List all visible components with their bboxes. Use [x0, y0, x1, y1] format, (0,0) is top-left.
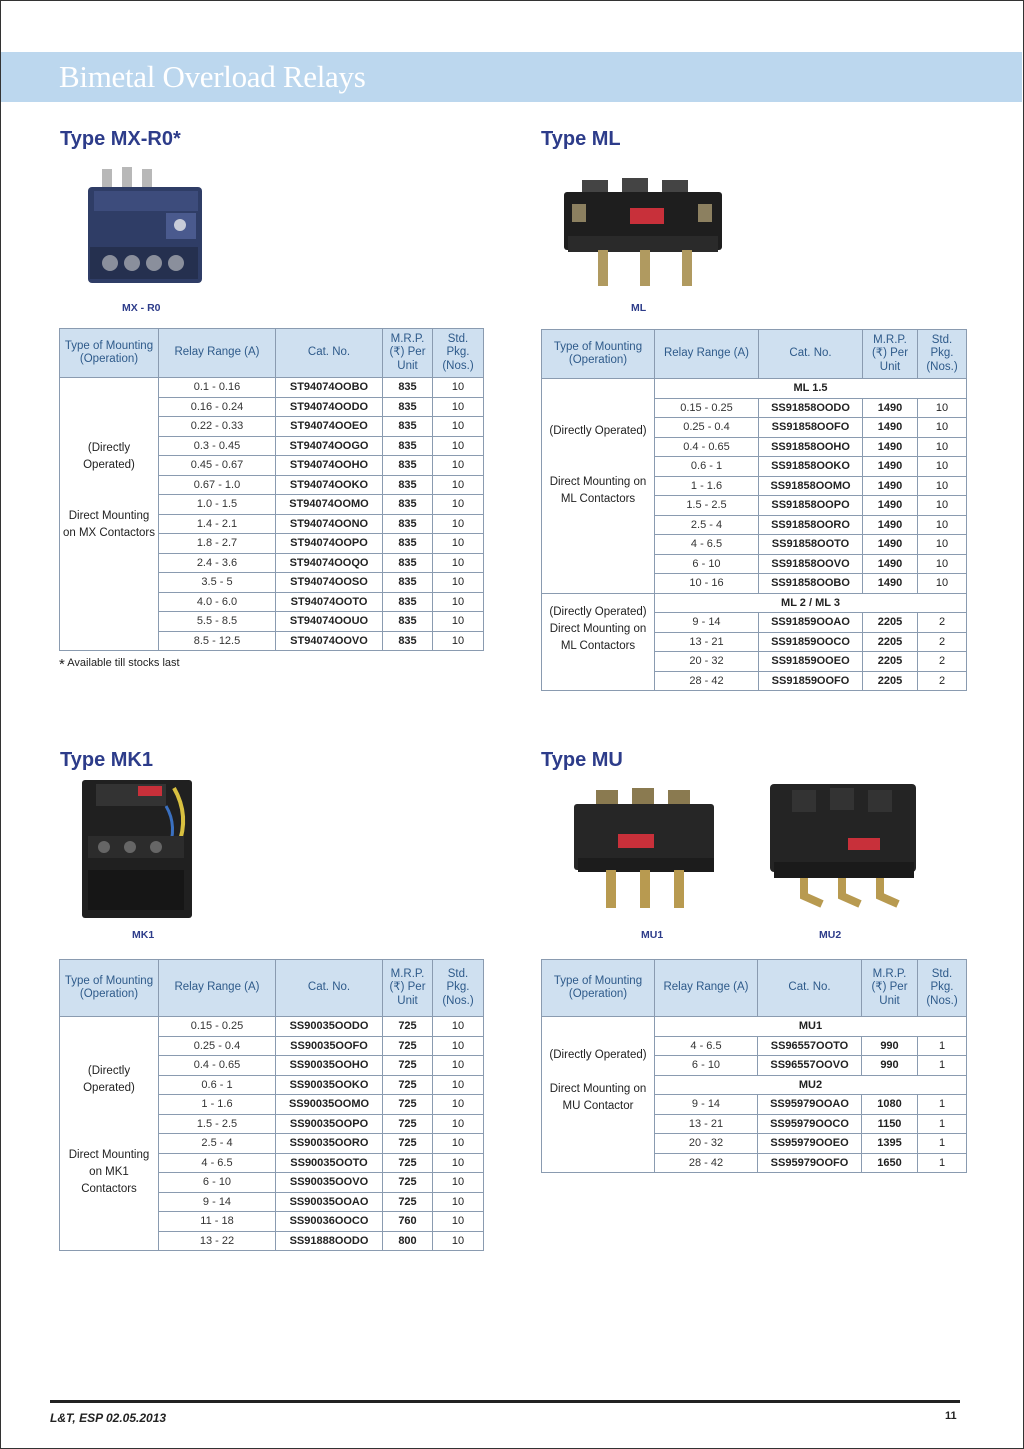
- table-row: [60, 378, 484, 398]
- header-pkg: Std. Pkg. (Nos.): [433, 960, 484, 1017]
- cell-mrp: 760: [383, 1212, 433, 1232]
- mu1-product-image: [570, 788, 722, 912]
- cell-cat: SS90035OOAO: [276, 1192, 383, 1212]
- cell-pkg: 10: [918, 398, 967, 418]
- header-mounting: Type of Mounting (Operation): [60, 329, 159, 378]
- cell-pkg: 10: [433, 553, 484, 573]
- cell-range: 4 - 6.5: [655, 1036, 758, 1056]
- cell-cat: SS90035OODO: [276, 1017, 383, 1037]
- cell-range: 0.1 - 0.16: [159, 378, 276, 398]
- cell-cat: SS91859OOAO: [759, 613, 863, 633]
- mk1-product-image: [78, 776, 206, 924]
- cell-range: 0.6 - 1: [655, 457, 759, 477]
- cell-mrp: 725: [383, 1114, 433, 1134]
- group-row: [542, 1017, 967, 1037]
- cell-mrp: 835: [383, 612, 433, 632]
- cell-pkg: 2: [918, 671, 967, 691]
- cell-pkg: 10: [433, 475, 484, 495]
- cell-cat: SS95979OOFO: [758, 1153, 862, 1173]
- header-pkg: Std. Pkg. (Nos.): [433, 329, 484, 378]
- cell-pkg: 10: [433, 417, 484, 437]
- header-cat: Cat. No.: [276, 960, 383, 1017]
- cell-cat: SS91858OOFO: [759, 418, 863, 438]
- header-mrp: M.R.P. (₹) Per Unit: [862, 960, 918, 1017]
- mk1-table: [59, 959, 484, 1251]
- group-label: ML 2 / ML 3: [655, 593, 967, 613]
- footer-rule: [50, 1400, 960, 1403]
- footnote-text: Available till stocks last: [67, 657, 180, 669]
- cell-cat: SS95979OOAO: [758, 1095, 862, 1115]
- ml-table: [541, 329, 967, 691]
- cell-cat: ST94074OOHO: [276, 456, 383, 476]
- mounting-spacer: [544, 1064, 652, 1081]
- mounting-contactor: Direct Mounting on ML Contactors: [549, 622, 647, 652]
- cell-cat: SS91859OOFO: [759, 671, 863, 691]
- cell-cat: SS90035OOMO: [276, 1095, 383, 1115]
- cell-range: 6 - 10: [159, 1173, 276, 1193]
- mk1-table-body: [60, 1017, 484, 1251]
- cell-mrp: 1490: [863, 535, 918, 555]
- header-cat: Cat. No.: [276, 329, 383, 378]
- cell-pkg: 10: [433, 397, 484, 417]
- cell-range: 3.5 - 5: [159, 573, 276, 593]
- section-title-mu: Type MU: [541, 749, 623, 771]
- mu-table-body: [542, 1017, 967, 1173]
- cell-mrp: 1490: [863, 398, 918, 418]
- cell-pkg: 10: [433, 1114, 484, 1134]
- cell-mrp: 835: [383, 378, 433, 398]
- cell-mrp: 1490: [863, 476, 918, 496]
- mounting-direct-operated: (Directly Operated): [83, 442, 135, 471]
- cell-range: 5.5 - 8.5: [159, 612, 276, 632]
- cell-cat: SS95979OOEO: [758, 1134, 862, 1154]
- cell-pkg: 2: [918, 613, 967, 633]
- cell-cat: SS91858OOMO: [759, 476, 863, 496]
- cell-pkg: 10: [433, 534, 484, 554]
- cell-range: 6 - 10: [655, 554, 759, 574]
- cell-range: 0.67 - 1.0: [159, 475, 276, 495]
- cell-cat: SS90035OOPO: [276, 1114, 383, 1134]
- cell-pkg: 1: [918, 1153, 967, 1173]
- cell-pkg: 2: [918, 632, 967, 652]
- title-banner: [1, 52, 1022, 102]
- header-mounting: Type of Mounting (Operation): [60, 960, 159, 1017]
- group-row: [542, 593, 967, 613]
- mounting-direct-operated: (Directly Operated): [83, 1065, 135, 1094]
- cell-cat: SS90035OOKO: [276, 1075, 383, 1095]
- cell-mrp: 835: [383, 436, 433, 456]
- cell-pkg: 1: [918, 1056, 967, 1076]
- mxr0-caption: MX - R0: [122, 302, 161, 314]
- mxr0-product-image: [84, 165, 208, 290]
- cell-range: 2.5 - 4: [159, 1134, 276, 1154]
- cell-cat: ST94074OOUO: [276, 612, 383, 632]
- cell-range: 11 - 18: [159, 1212, 276, 1232]
- header-mrp: M.R.P. (₹) Per Unit: [863, 330, 918, 379]
- cell-pkg: 10: [433, 456, 484, 476]
- header-cat: Cat. No.: [759, 330, 863, 379]
- cell-cat: ST94074OOVO: [276, 631, 383, 651]
- mounting-direct-operated: (Directly Operated): [549, 425, 647, 437]
- page-title: Bimetal Overload Relays: [59, 59, 366, 94]
- cell-range: 0.16 - 0.24: [159, 397, 276, 417]
- cell-cat: SS90035OOHO: [276, 1056, 383, 1076]
- cell-range: 0.22 - 0.33: [159, 417, 276, 437]
- cell-cat: ST94074OOGO: [276, 436, 383, 456]
- cell-mrp: 1490: [863, 437, 918, 457]
- cell-cat: SS90035OOFO: [276, 1036, 383, 1056]
- cell-cat: ST94074OOTO: [276, 592, 383, 612]
- cell-pkg: 1: [918, 1095, 967, 1115]
- cell-pkg: 10: [433, 436, 484, 456]
- cell-mrp: 2205: [863, 613, 918, 633]
- cell-range: 4 - 6.5: [655, 535, 759, 555]
- cell-cat: ST94074OONO: [276, 514, 383, 534]
- cell-range: 0.25 - 0.4: [655, 418, 759, 438]
- header-mounting: Type of Mounting (Operation): [542, 960, 655, 1017]
- cell-pkg: 10: [918, 535, 967, 555]
- mk1-caption: MK1: [132, 929, 155, 941]
- cell-cat: ST94074OOPO: [276, 534, 383, 554]
- cell-mrp: 1490: [863, 574, 918, 594]
- cell-cat: SS91858OOVO: [759, 554, 863, 574]
- cell-pkg: 10: [433, 1134, 484, 1154]
- cell-cat: SS90036OOCO: [276, 1212, 383, 1232]
- cell-mrp: 835: [383, 495, 433, 515]
- cell-range: 1.5 - 2.5: [159, 1114, 276, 1134]
- cell-range: 1.0 - 1.5: [159, 495, 276, 515]
- cell-cat: SS91858OOTO: [759, 535, 863, 555]
- cell-range: 4.0 - 6.0: [159, 592, 276, 612]
- cell-pkg: 10: [433, 378, 484, 398]
- header-range: Relay Range (A): [159, 960, 276, 1017]
- header-range: Relay Range (A): [655, 960, 758, 1017]
- header-pkg: Std. Pkg. (Nos.): [918, 960, 967, 1017]
- cell-mrp: 725: [383, 1153, 433, 1173]
- header-mounting: Type of Mounting (Operation): [542, 330, 655, 379]
- cell-range: 1 - 1.6: [159, 1095, 276, 1115]
- cell-cat: ST94074OODO: [276, 397, 383, 417]
- cell-pkg: 10: [433, 1017, 484, 1037]
- mounting-cell: [60, 378, 159, 651]
- cell-pkg: 10: [433, 1056, 484, 1076]
- mu-table: [541, 959, 967, 1173]
- ml-caption: ML: [631, 302, 647, 314]
- cell-range: 9 - 14: [159, 1192, 276, 1212]
- cell-range: 0.15 - 0.25: [159, 1017, 276, 1037]
- header-pkg: Std. Pkg. (Nos.): [918, 330, 967, 379]
- cell-mrp: 990: [862, 1056, 918, 1076]
- cell-mrp: 835: [383, 456, 433, 476]
- section-title-mk1: Type MK1: [60, 749, 153, 771]
- page-number: 11: [945, 1410, 957, 1422]
- cell-cat: SS96557OOTO: [758, 1036, 862, 1056]
- cell-cat: SS91858OORO: [759, 515, 863, 535]
- cell-pkg: 10: [918, 437, 967, 457]
- cell-mrp: 835: [383, 573, 433, 593]
- group-label: ML 1.5: [655, 379, 967, 399]
- cell-range: 2.4 - 3.6: [159, 553, 276, 573]
- cell-range: 6 - 10: [655, 1056, 758, 1076]
- cell-cat: SS91858OOPO: [759, 496, 863, 516]
- mounting-cell: [542, 593, 655, 691]
- cell-range: 8.5 - 12.5: [159, 631, 276, 651]
- cell-mrp: 835: [383, 397, 433, 417]
- mounting-spacer: [62, 474, 156, 508]
- mounting-contactor: Direct Mounting on ML Contactors: [549, 476, 647, 505]
- cell-mrp: 835: [383, 514, 433, 534]
- cell-pkg: 10: [433, 573, 484, 593]
- mu2-caption: MU2: [819, 929, 842, 941]
- cell-mrp: 1490: [863, 554, 918, 574]
- header-mrp: M.R.P. (₹) Per Unit: [383, 329, 433, 378]
- cell-mrp: 1490: [863, 515, 918, 535]
- cell-mrp: 1080: [862, 1095, 918, 1115]
- mounting-contactor: Direct Mounting on MU Contactor: [549, 1083, 647, 1112]
- cell-pkg: 10: [433, 1153, 484, 1173]
- cell-pkg: 10: [918, 554, 967, 574]
- cell-pkg: 10: [918, 496, 967, 516]
- cell-range: 9 - 14: [655, 1095, 758, 1115]
- cell-mrp: 725: [383, 1192, 433, 1212]
- cell-range: 1 - 1.6: [655, 476, 759, 496]
- group-row: [542, 379, 967, 399]
- cell-pkg: 10: [433, 1036, 484, 1056]
- cell-mrp: 1650: [862, 1153, 918, 1173]
- cell-cat: SS91858OODO: [759, 398, 863, 418]
- cell-pkg: 10: [433, 1212, 484, 1232]
- cell-pkg: 10: [918, 574, 967, 594]
- cell-cat: SS91858OOBO: [759, 574, 863, 594]
- cell-range: 0.15 - 0.25: [655, 398, 759, 418]
- header-cat: Cat. No.: [758, 960, 862, 1017]
- mu2-product-image: [764, 778, 922, 912]
- mounting-cell: [542, 379, 655, 594]
- mounting-spacer: [544, 440, 652, 474]
- cell-mrp: 835: [383, 534, 433, 554]
- cell-pkg: 10: [433, 612, 484, 632]
- cell-range: 0.4 - 0.65: [655, 437, 759, 457]
- cell-range: 13 - 21: [655, 632, 759, 652]
- cell-pkg: 10: [433, 495, 484, 515]
- cell-pkg: 10: [433, 514, 484, 534]
- mounting-cell: [60, 1017, 159, 1251]
- cell-cat: SS95979OOCO: [758, 1114, 862, 1134]
- cell-range: 1.8 - 2.7: [159, 534, 276, 554]
- footer-publisher: L&T, ESP 02.05.2013: [50, 1411, 167, 1425]
- cell-mrp: 835: [383, 592, 433, 612]
- cell-range: 0.45 - 0.67: [159, 456, 276, 476]
- cell-mrp: 725: [383, 1017, 433, 1037]
- mounting-contactor: Direct Mounting on MK1 Contactors: [68, 1149, 150, 1195]
- cell-cat: ST94074OOQO: [276, 553, 383, 573]
- cell-mrp: 725: [383, 1134, 433, 1154]
- cell-mrp: 835: [383, 553, 433, 573]
- footnote: [59, 656, 180, 673]
- cell-pkg: 10: [433, 1231, 484, 1251]
- cell-cat: SS91858OOHO: [759, 437, 863, 457]
- cell-pkg: 10: [433, 1095, 484, 1115]
- cell-cat: SS91859OOCO: [759, 632, 863, 652]
- cell-mrp: 2205: [863, 632, 918, 652]
- cell-cat: SS90035OOTO: [276, 1153, 383, 1173]
- cell-range: 1.5 - 2.5: [655, 496, 759, 516]
- cell-pkg: 10: [918, 418, 967, 438]
- cell-pkg: 1: [918, 1114, 967, 1134]
- cell-cat: ST94074OOSO: [276, 573, 383, 593]
- cell-pkg: 1: [918, 1036, 967, 1056]
- cell-range: 4 - 6.5: [159, 1153, 276, 1173]
- cell-pkg: 1: [918, 1134, 967, 1154]
- mounting-cell: [542, 1017, 655, 1173]
- cell-pkg: 10: [433, 631, 484, 651]
- cell-mrp: 990: [862, 1036, 918, 1056]
- cell-mrp: 725: [383, 1036, 433, 1056]
- group-label: MU1: [655, 1017, 967, 1037]
- cell-mrp: 725: [383, 1075, 433, 1095]
- cell-range: 20 - 32: [655, 652, 759, 672]
- cell-mrp: 725: [383, 1095, 433, 1115]
- cell-range: 13 - 22: [159, 1231, 276, 1251]
- section-title-ml: Type ML: [541, 128, 621, 150]
- footnote-star: *: [59, 656, 65, 673]
- cell-range: 28 - 42: [655, 1153, 758, 1173]
- cell-pkg: 10: [433, 592, 484, 612]
- cell-range: 13 - 21: [655, 1114, 758, 1134]
- mounting-direct-operated: (Directly Operated): [549, 605, 647, 618]
- cell-pkg: 10: [918, 515, 967, 535]
- cell-range: 0.25 - 0.4: [159, 1036, 276, 1056]
- cell-cat: ST94074OOBO: [276, 378, 383, 398]
- ml-table-body: [542, 379, 967, 691]
- mu1-caption: MU1: [641, 929, 664, 941]
- section-title-mxr0: Type MX-R0*: [60, 128, 181, 150]
- cell-cat: SS91888OODO: [276, 1231, 383, 1251]
- cell-mrp: 725: [383, 1173, 433, 1193]
- cell-range: 20 - 32: [655, 1134, 758, 1154]
- cell-mrp: 835: [383, 417, 433, 437]
- cell-mrp: 725: [383, 1056, 433, 1076]
- mxr0-table: [59, 328, 484, 651]
- cell-pkg: 2: [918, 652, 967, 672]
- cell-range: 2.5 - 4: [655, 515, 759, 535]
- group-label: MU2: [655, 1075, 967, 1095]
- cell-pkg: 10: [433, 1075, 484, 1095]
- cell-range: 9 - 14: [655, 613, 759, 633]
- cell-range: 0.4 - 0.65: [159, 1056, 276, 1076]
- mounting-spacer: [62, 1097, 156, 1147]
- cell-mrp: 835: [383, 475, 433, 495]
- cell-mrp: 1150: [862, 1114, 918, 1134]
- cell-cat: SS90035OORO: [276, 1134, 383, 1154]
- cell-mrp: 835: [383, 631, 433, 651]
- cell-mrp: 1395: [862, 1134, 918, 1154]
- cell-cat: SS96557OOVO: [758, 1056, 862, 1076]
- cell-cat: SS90035OOVO: [276, 1173, 383, 1193]
- cell-pkg: 10: [433, 1192, 484, 1212]
- cell-pkg: 10: [433, 1173, 484, 1193]
- cell-range: 0.3 - 0.45: [159, 436, 276, 456]
- cell-cat: ST94074OOMO: [276, 495, 383, 515]
- cell-mrp: 2205: [863, 652, 918, 672]
- cell-cat: ST94074OOKO: [276, 475, 383, 495]
- cell-mrp: 2205: [863, 671, 918, 691]
- table-row: [60, 1017, 484, 1037]
- cell-mrp: 800: [383, 1231, 433, 1251]
- cell-cat: SS91858OOKO: [759, 457, 863, 477]
- mounting-contactor: Direct Mounting on MX Contactors: [62, 510, 156, 539]
- cell-range: 10 - 16: [655, 574, 759, 594]
- header-range: Relay Range (A): [159, 329, 276, 378]
- cell-range: 0.6 - 1: [159, 1075, 276, 1095]
- cell-range: 1.4 - 2.1: [159, 514, 276, 534]
- cell-mrp: 1490: [863, 418, 918, 438]
- cell-pkg: 10: [918, 457, 967, 477]
- cell-mrp: 1490: [863, 496, 918, 516]
- cell-mrp: 1490: [863, 457, 918, 477]
- header-mrp: M.R.P. (₹) Per Unit: [383, 960, 433, 1017]
- cell-cat: SS91859OOEO: [759, 652, 863, 672]
- header-range: Relay Range (A): [655, 330, 759, 379]
- cell-cat: ST94074OOEO: [276, 417, 383, 437]
- ml-product-image: [560, 178, 726, 290]
- cell-range: 28 - 42: [655, 671, 759, 691]
- mounting-direct-operated: (Directly Operated): [549, 1049, 647, 1061]
- mxr0-table-body: [60, 378, 484, 651]
- cell-pkg: 10: [918, 476, 967, 496]
